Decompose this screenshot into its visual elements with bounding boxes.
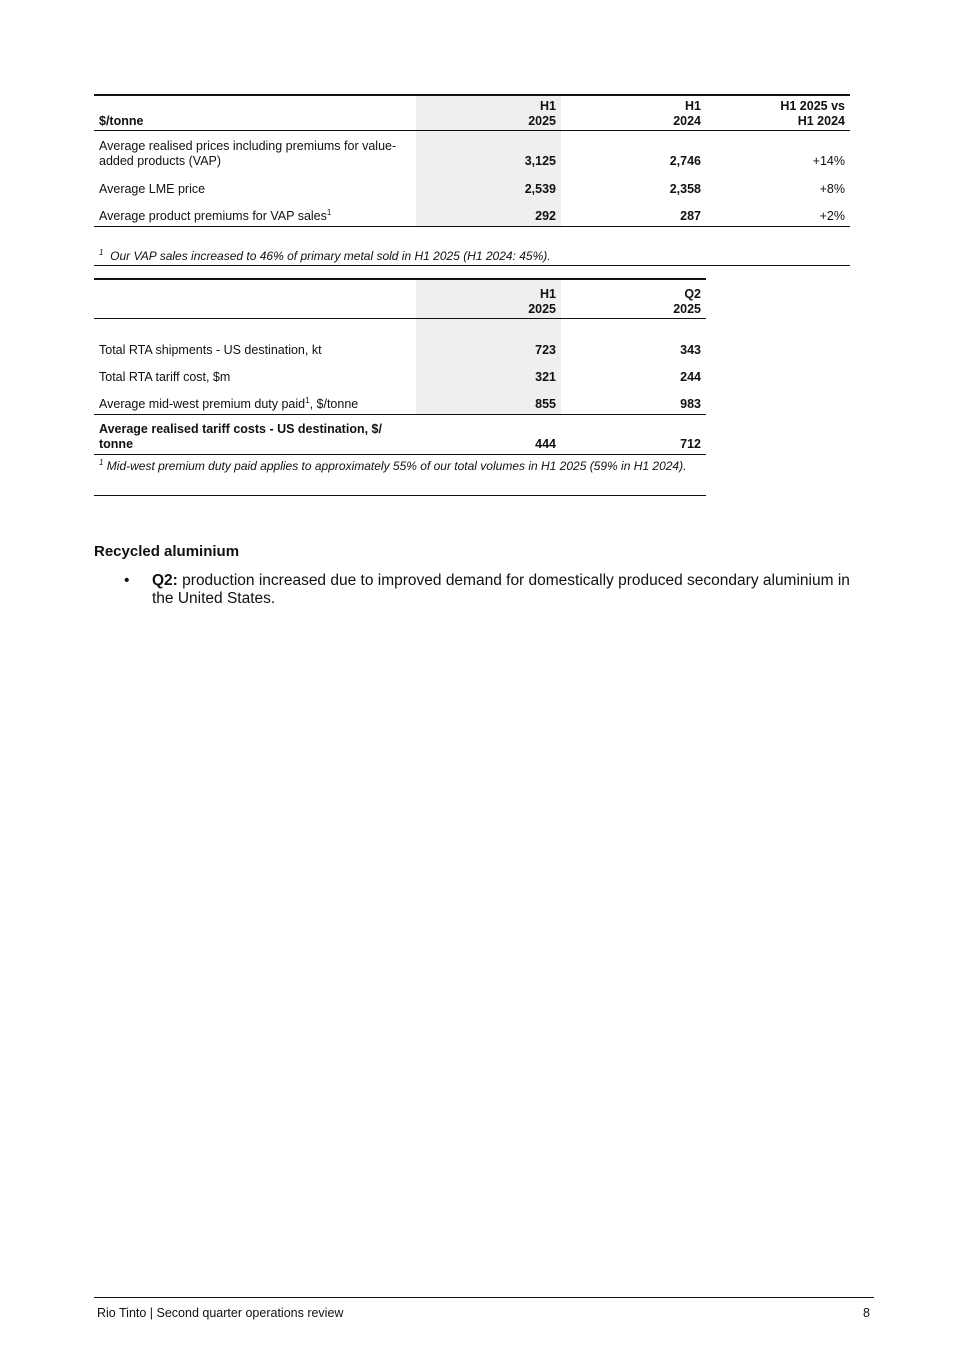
bullet-lead: Q2:: [152, 572, 178, 589]
footnote-mark: 1: [99, 458, 104, 467]
cell-h1-2024: 2,358: [669, 182, 701, 196]
table-total-row: [94, 415, 706, 455]
row-label: Average product premiums for VAP sales$^1$: [99, 207, 332, 223]
header-h1-2024: H1 2024: [673, 99, 701, 128]
cell-q2-2025: 712: [680, 437, 701, 451]
cell-h1-2024: 2,746: [669, 154, 701, 168]
list-item: [94, 572, 874, 608]
cell-h1-2025: 292: [416, 199, 561, 227]
section-heading: Recycled aluminium: [94, 543, 240, 560]
header-h1-2025: H1 2025: [416, 95, 561, 131]
price-table: [94, 94, 850, 266]
table-footnote: [94, 227, 850, 266]
row-label: Total RTA shipments - US destination, kt: [99, 343, 322, 357]
cell-change: +14%: [812, 154, 845, 168]
row-label: Total RTA tariff cost, $m: [99, 370, 231, 384]
price-table-header: [94, 95, 850, 131]
table-footnote: [94, 455, 706, 496]
cell-change: +8%: [819, 182, 845, 196]
cell-q2-2025: 244: [680, 370, 701, 384]
row-label: Average LME price: [99, 182, 206, 196]
row-label: Average mid-west premium duty paid$^1$, $/tonne: [99, 395, 359, 411]
cell-h1-2025: 321: [416, 360, 561, 387]
header-change: H1 2025 vs H1 2024: [780, 99, 845, 128]
footnote-ref: 1: [305, 395, 310, 405]
table-row: [94, 387, 706, 415]
table-row: [94, 199, 850, 227]
cell-h1-2024: 287: [680, 209, 701, 223]
table-row: [94, 360, 706, 387]
footnote-text: Mid-west premium duty paid applies to approximately 55% of our total volumes in H1 2025 (59% in H1 2024).: [106, 459, 687, 473]
row-label: Average realised tariff costs - US destination, $/ tonne: [99, 422, 382, 451]
cell-change: +2%: [819, 209, 845, 223]
tariff-table: [94, 278, 706, 496]
footnote-ref: 1: [326, 207, 332, 217]
bullet-text: production increased due to improved demand for domestically produced secondary aluminium in the United States.: [152, 572, 850, 607]
table-row: [94, 172, 850, 199]
header-h1-2025: H1 2025: [416, 279, 561, 319]
cell-h1-2025: 2,539: [416, 172, 561, 199]
header-q2-2025: Q2 2025: [673, 287, 701, 316]
cell-h1-2025: 855: [416, 387, 561, 415]
price-table-unit-header: $/tonne: [99, 114, 144, 128]
page-number: 8: [863, 1306, 870, 1320]
cell-h1-2025: 3,125: [416, 131, 561, 173]
table-row: [94, 319, 706, 361]
cell-h1-2025: 723: [416, 319, 561, 361]
bullet-marker: •: [124, 572, 130, 589]
table-row: [94, 131, 850, 173]
cell-h1-2025: 444: [535, 437, 556, 451]
cell-q2-2025: 343: [680, 343, 701, 357]
footnote-mark: 1: [99, 248, 104, 257]
footer-title: Rio Tinto | Second quarter operations review: [97, 1306, 344, 1320]
cell-q2-2025: 983: [680, 397, 701, 411]
footer-divider: [94, 1297, 874, 1298]
footnote-text: Our VAP sales increased to 46% of primary metal sold in H1 2025 (H1 2024: 45%).: [110, 249, 551, 263]
row-label: Average realised prices including premiums for value-added products (VAP): [99, 139, 397, 168]
tariff-table-header: [94, 279, 706, 319]
